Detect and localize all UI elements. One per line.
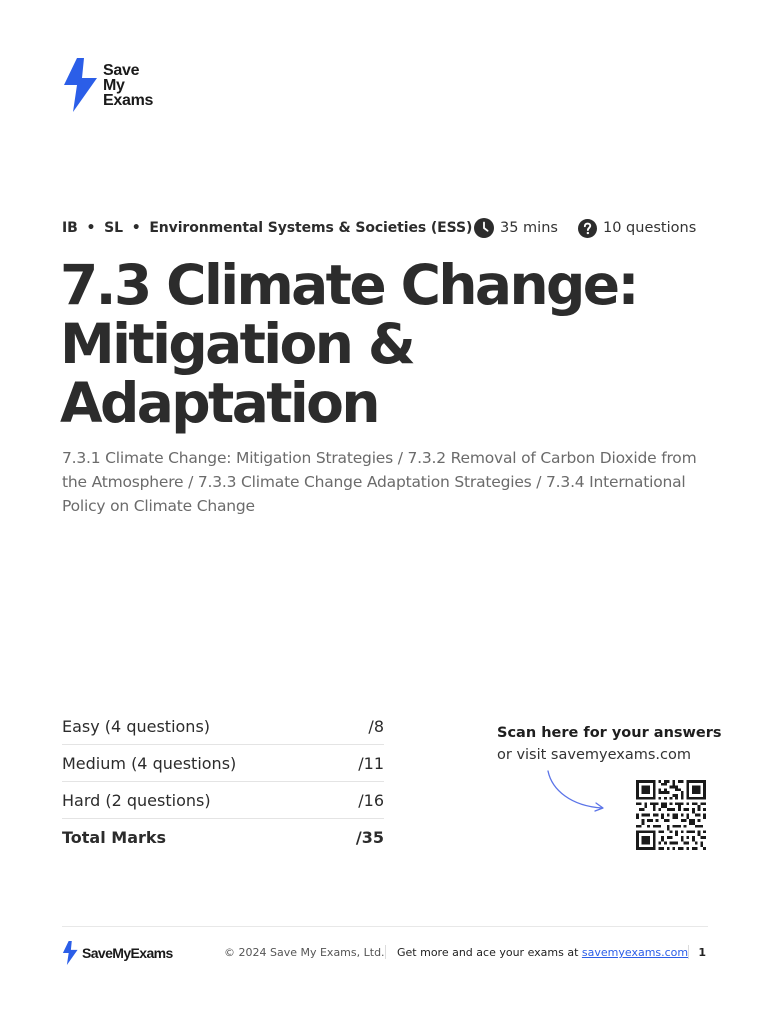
course-breadcrumb (62, 217, 472, 239)
question-count-text: 10 questions (603, 220, 697, 236)
total-marks-value: /35 (355, 828, 384, 847)
scan-prompt (497, 722, 727, 766)
duration (474, 217, 558, 239)
logo-wordmark (103, 63, 153, 108)
marks-value: /11 (358, 754, 384, 773)
logo-line-3: Exams (103, 92, 154, 109)
marks-table (62, 708, 384, 855)
footer-logo (62, 941, 173, 965)
course-board: IB (62, 220, 78, 236)
clock-icon (474, 218, 494, 238)
scan-subtitle: or visit savemyexams.com (497, 747, 691, 763)
page-title (60, 253, 720, 435)
qr-code[interactable] (634, 780, 708, 850)
footer-wordmark: SaveMyExams (82, 945, 173, 961)
lightning-bolt-icon (62, 941, 78, 965)
title-line-1: 7.3 Climate Change: (60, 253, 637, 317)
duration-text: 35 mins (500, 220, 558, 236)
curved-arrow-icon (545, 768, 609, 816)
total-marks-label: Total Marks (62, 828, 167, 847)
course-separator: • (131, 220, 141, 236)
marks-value: /16 (358, 791, 384, 810)
course-level: SL (104, 220, 123, 236)
logo-line-2: My (103, 77, 125, 94)
marks-row-medium (62, 745, 384, 782)
footer-divider (62, 926, 708, 927)
course-subject: Environmental Systems & Societies (ESS) (149, 220, 473, 236)
marks-row-hard (62, 782, 384, 819)
footer-separator (688, 945, 689, 959)
footer-cta (397, 946, 688, 959)
marks-label: Medium (4 questions) (62, 754, 237, 773)
topic-list: 7.3.1 Climate Change: Mitigation Strategies / 7.3.2 Removal of Carbon Dioxide from the Atmosphere / 7.3.3 Climate Change Adaptation Strategies / 7.3.4 International Policy on Climate Change (62, 449, 697, 515)
help-circle-icon (578, 219, 597, 238)
title-line-3: Adaptation (60, 371, 378, 435)
meta-row (62, 217, 708, 239)
marks-row-total (62, 819, 384, 855)
marks-label: Easy (4 questions) (62, 717, 211, 736)
footer-separator (385, 945, 386, 959)
course-separator: • (86, 220, 96, 236)
footer-cta-link[interactable]: savemyexams.com (581, 946, 689, 959)
lightning-bolt-icon (62, 58, 98, 112)
footer-cta-text: Get more and ace your exams at (397, 946, 582, 959)
copyright: © 2024 Save My Exams, Ltd. (224, 946, 385, 959)
page-number: 1 (698, 946, 706, 959)
question-count (578, 217, 696, 239)
title-line-2: Mitigation & (60, 312, 414, 376)
marks-label: Hard (2 questions) (62, 791, 211, 810)
brand-logo (62, 58, 153, 112)
scan-title: Scan here for your answers (497, 725, 722, 741)
marks-value: /8 (368, 717, 384, 736)
marks-row-easy (62, 708, 384, 745)
page-footer (62, 940, 708, 966)
logo-line-1: Save (103, 62, 140, 79)
